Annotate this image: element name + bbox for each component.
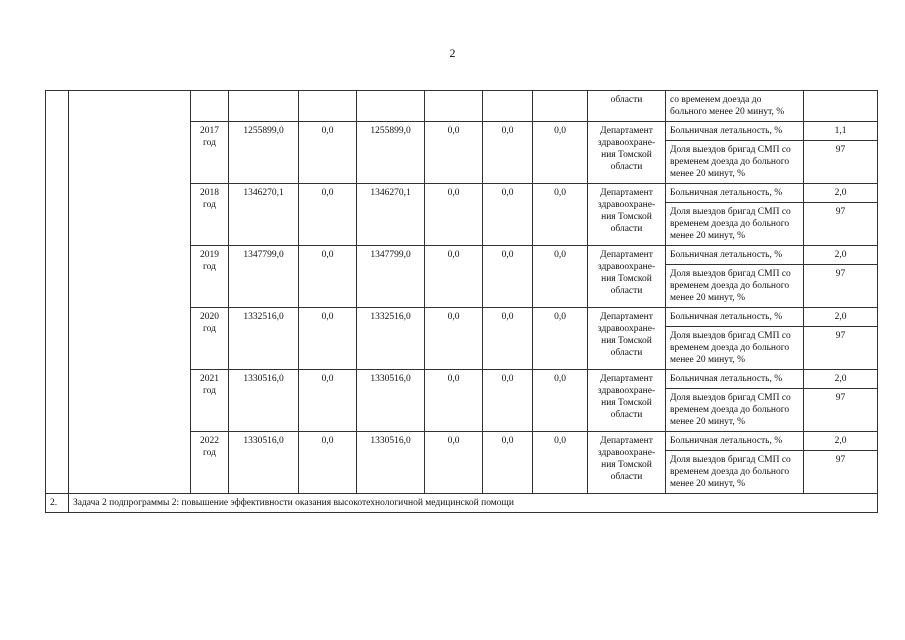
indicator-value-cell: 97 [804, 327, 878, 370]
indicator-value-cell: 2,0 [804, 308, 878, 327]
year-cell: 2017 год [191, 122, 229, 184]
other-cell: 0,0 [533, 370, 588, 432]
task-text-cell: Задача 2 подпрограммы 2: повышение эффективности оказания высокотехнологичной медицинской помощи [69, 494, 878, 513]
total-cell: 1255899,0 [229, 122, 299, 184]
indicator-value-cell: 97 [804, 451, 878, 494]
indicator-name-cell: Больничная летальность, % [666, 432, 804, 451]
indicator-name-cell: Доля выездов бригад СМП со временем доезда до больного менее 20 минут, % [666, 451, 804, 494]
extra-cell: 0,0 [483, 122, 533, 184]
federal-cell: 0,0 [299, 370, 357, 432]
indicator-name-cell: Доля выездов бригад СМП со временем доезда до больного менее 20 минут, % [666, 141, 804, 184]
indicator-value-cell: 1,1 [804, 122, 878, 141]
indicator-name-cell: Доля выездов бригад СМП со временем доезда до больного менее 20 минут, % [666, 265, 804, 308]
local-cell: 0,0 [425, 246, 483, 308]
extra-cell: 0,0 [483, 184, 533, 246]
indicator-value-cell: 97 [804, 203, 878, 246]
other-cell: 0,0 [533, 122, 588, 184]
regional-cell: 1330516,0 [357, 432, 425, 494]
federal-cell: 0,0 [299, 122, 357, 184]
indicator-value-cell: 2,0 [804, 432, 878, 451]
extra-cell: 0,0 [483, 308, 533, 370]
regional-cell: 1332516,0 [357, 308, 425, 370]
extra-cell: 0,0 [483, 432, 533, 494]
year-cell: 2018 год [191, 184, 229, 246]
local-cell: 0,0 [425, 432, 483, 494]
table-row-continued [46, 91, 878, 122]
total-cell: 1330516,0 [229, 432, 299, 494]
indicator-value-cell: 97 [804, 389, 878, 432]
indicator-name-cell: Доля выездов бригад СМП со временем доезда до больного менее 20 минут, % [666, 389, 804, 432]
indicator-name-cell: Доля выездов бригад СМП со временем доезда до больного менее 20 минут, % [666, 203, 804, 246]
other-cell: 0,0 [533, 246, 588, 308]
other-cell: 0,0 [533, 308, 588, 370]
dept-cell: области [588, 91, 666, 122]
dept-cell: Департамент здравоохране-ния Томской области [588, 246, 666, 308]
dept-cell: Департамент здравоохране-ния Томской области [588, 370, 666, 432]
regional-cell: 1346270,1 [357, 184, 425, 246]
extra-cell: 0,0 [483, 370, 533, 432]
other-cell: 0,0 [533, 432, 588, 494]
indicator-value-cell: 2,0 [804, 246, 878, 265]
regional-cell: 1330516,0 [357, 370, 425, 432]
indicator-value-cell: 2,0 [804, 184, 878, 203]
federal-cell: 0,0 [299, 246, 357, 308]
year-cell: 2022 год [191, 432, 229, 494]
indicator-name-cell: Доля выездов бригад СМП со временем доезда до больного менее 20 минут, % [666, 327, 804, 370]
dept-cell: Департамент здравоохране-ния Томской области [588, 184, 666, 246]
indicator-name-cell: Больничная летальность, % [666, 370, 804, 389]
extra-cell: 0,0 [483, 246, 533, 308]
year-cell: 2020 год [191, 308, 229, 370]
total-cell: 1347799,0 [229, 246, 299, 308]
indicator-value-cell: 97 [804, 265, 878, 308]
federal-cell: 0,0 [299, 184, 357, 246]
dept-cell: Департамент здравоохране-ния Томской области [588, 122, 666, 184]
local-cell: 0,0 [425, 122, 483, 184]
year-cell: 2021 год [191, 370, 229, 432]
total-cell: 1330516,0 [229, 370, 299, 432]
row-number-cell [46, 91, 69, 494]
row-name-cell [69, 91, 191, 494]
local-cell: 0,0 [425, 308, 483, 370]
indicator-name-cell: Больничная летальность, % [666, 246, 804, 265]
indicator-name-cell: со временем доезда до больного менее 20 минут, % [666, 91, 804, 122]
task-number-cell: 2. [46, 494, 69, 513]
dept-cell: Департамент здравоохране-ния Томской области [588, 308, 666, 370]
indicator-name-cell: Больничная летальность, % [666, 122, 804, 141]
page-number: 2 [449, 46, 456, 60]
indicator-name-cell: Больничная летальность, % [666, 184, 804, 203]
indicator-value-cell: 2,0 [804, 370, 878, 389]
regional-cell: 1255899,0 [357, 122, 425, 184]
total-cell: 1332516,0 [229, 308, 299, 370]
local-cell: 0,0 [425, 184, 483, 246]
federal-cell: 0,0 [299, 308, 357, 370]
task-row [46, 494, 878, 513]
indicator-value-cell: 97 [804, 141, 878, 184]
program-table [45, 90, 878, 513]
year-cell: 2019 год [191, 246, 229, 308]
total-cell: 1346270,1 [229, 184, 299, 246]
other-cell: 0,0 [533, 184, 588, 246]
regional-cell: 1347799,0 [357, 246, 425, 308]
local-cell: 0,0 [425, 370, 483, 432]
federal-cell: 0,0 [299, 432, 357, 494]
indicator-name-cell: Больничная летальность, % [666, 308, 804, 327]
dept-cell: Департамент здравоохране-ния Томской области [588, 432, 666, 494]
